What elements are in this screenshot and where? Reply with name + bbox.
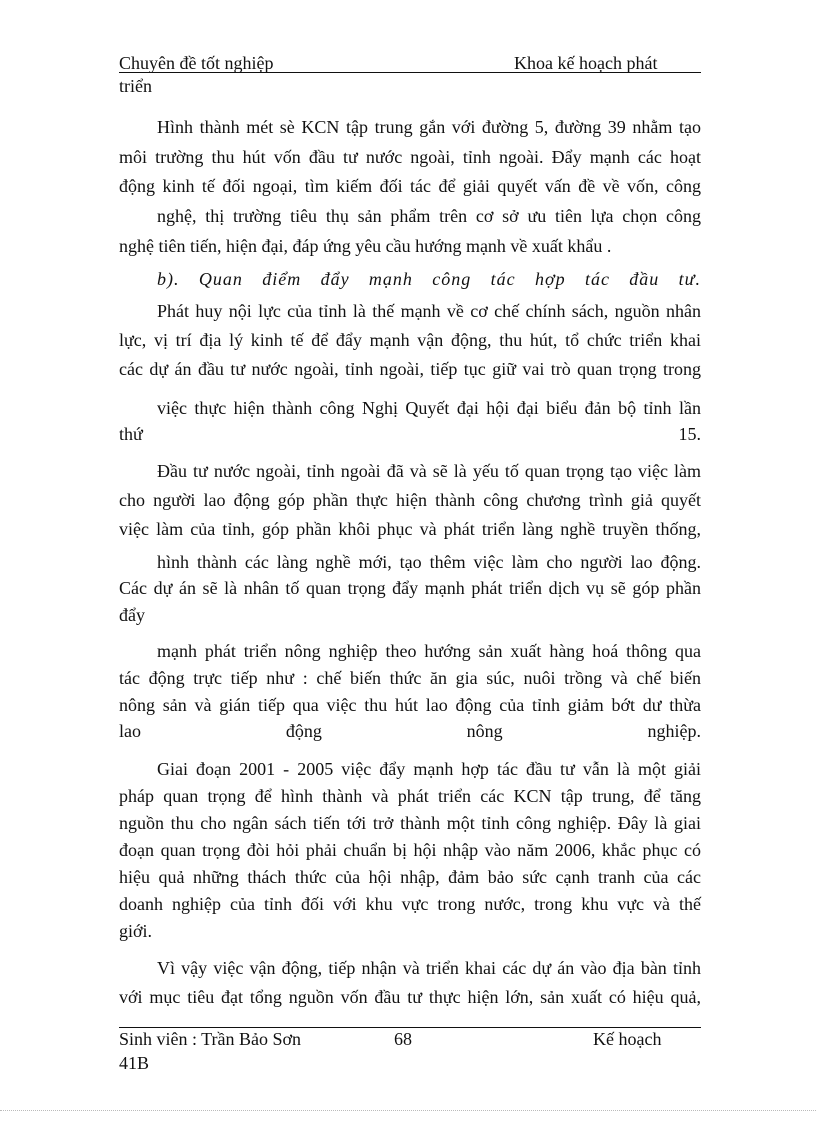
body-line: Các dự án sẽ là nhân tố quan trọng đẩy mạnh phát triển dịch vụ sẽ góp phần — [119, 578, 701, 598]
header-right: Khoa kế hoạch phát — [514, 53, 658, 73]
header-continuation: triển — [119, 76, 152, 96]
body-line: nông sản và gián tiếp qua việc thu hút lao động của tỉnh giảm bớt dư thừa — [119, 695, 701, 715]
body-line: tác động trực tiếp như : chế biến thức ăn gia súc, nuôi trồng và chế biến — [119, 668, 701, 688]
body-line: nghệ, thị trường tiêu thụ sản phẩm trên cơ sở ưu tiên lựa chọn công — [157, 206, 701, 226]
body-line: đoạn quan trọng đòi hỏi phải chuẩn bị hội nhập vào năm 2006, khắc phục có — [119, 840, 701, 860]
body-line: pháp quan trọng để hình thành và phát triển các KCN tập trung, để tăng — [119, 786, 701, 806]
footer-continuation: 41B — [119, 1053, 150, 1073]
section-heading: b). Quan điểm đẩy mạnh công tác hợp tác đầu tư. — [157, 269, 701, 289]
body-line: nghệ tiên tiến, hiện đại, đáp ứng yêu cầu hướng mạnh về xuất khẩu . — [119, 236, 612, 256]
body-line: cho người lao động góp phần thực hiện thành công chương trình giả quyết — [119, 490, 701, 510]
body-line: mạnh phát triển nông nghiệp theo hướng sản xuất hàng hoá thông qua — [157, 641, 701, 661]
body-line: Giai đoạn 2001 - 2005 việc đẩy mạnh hợp tác đầu tư vẫn là một giải — [157, 759, 701, 779]
body-line: việc làm của tỉnh, góp phần khôi phục và phát triển làng nghề truyền thống, — [119, 519, 701, 539]
body-line: lao động nông nghiệp. — [119, 721, 701, 741]
body-line: môi trường thu hút vốn đầu tư nước ngoài, tỉnh ngoài. Đẩy mạnh các hoạt — [119, 147, 701, 167]
header-rule — [119, 72, 701, 73]
body-line: Vì vậy việc vận động, tiếp nhận và triển khai các dự án vào địa bàn tỉnh — [157, 958, 701, 978]
page-bottom-dotted-line — [0, 1110, 816, 1111]
body-line: với mục tiêu đạt tổng nguồn vốn đầu tư thực hiện lớn, sản xuất có hiệu quả, — [119, 987, 701, 1007]
body-line: hiệu quả những thách thức của hội nhập, đảm bảo sức cạnh tranh của các — [119, 867, 701, 887]
body-line: đẩy — [119, 605, 145, 625]
body-line: các dự án đầu tư nước ngoài, tỉnh ngoài, tiếp tục giữ vai trò quan trọng trong — [119, 359, 701, 379]
body-line: Phát huy nội lực của tỉnh là thế mạnh về cơ chế chính sách, nguồn nhân — [157, 301, 701, 321]
body-line: lực, vị trí địa lý kinh tế để đẩy mạnh vận động, thu hút, tổ chức triển khai — [119, 330, 701, 350]
footer-author: Sinh viên : Trần Bảo Sơn — [119, 1029, 302, 1049]
body-line: hình thành các làng nghề mới, tạo thêm việc làm cho người lao động. — [157, 552, 701, 572]
body-line: việc thực hiện thành công Nghị Quyết đại hội đại biểu đản bộ tỉnh lần — [157, 398, 701, 418]
body-line: Hình thành mét sè KCN tập trung gắn với đường 5, đường 39 nhằm tạo — [157, 117, 701, 137]
body-line: doanh nghiệp của tỉnh đối với khu vực trong nước, trong khu vực và thế — [119, 894, 701, 914]
body-line: động kinh tế đối ngoại, tìm kiếm đối tác để giải quyết vấn đề về vốn, công — [119, 176, 701, 196]
body-line: thứ 15. — [119, 424, 701, 444]
footer-right: Kế hoạch — [593, 1029, 662, 1049]
body-line: Đầu tư nước ngoài, tỉnh ngoài đã và sẽ là yếu tố quan trọng tạo việc làm — [157, 461, 701, 481]
body-line: nguồn thu cho ngân sách tiến tới trở thành một tỉnh công nghiệp. Đây là giai — [119, 813, 701, 833]
page-number: 68 — [394, 1029, 412, 1049]
header-left: Chuyên đề tốt nghiệp — [119, 53, 274, 73]
footer-rule — [119, 1027, 701, 1028]
body-line: giới. — [119, 921, 153, 941]
